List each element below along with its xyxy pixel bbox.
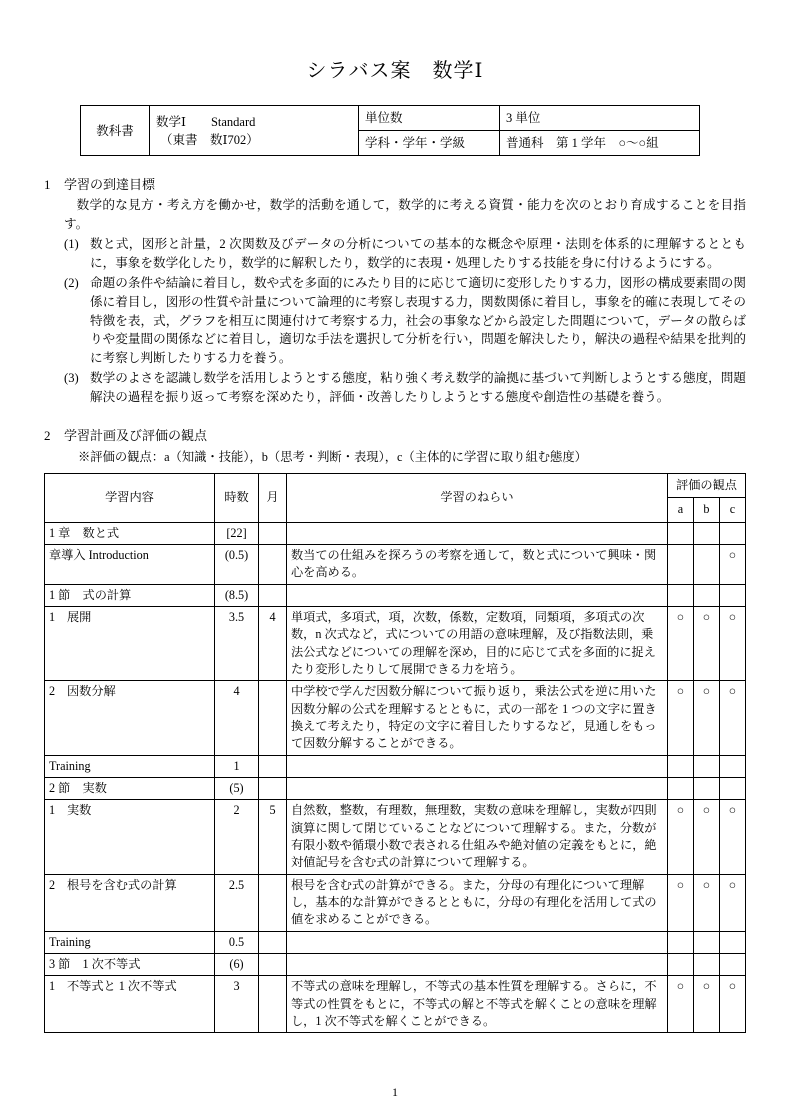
table-row xyxy=(45,777,746,799)
row-point-b xyxy=(693,755,719,777)
plan-table-wrapper xyxy=(44,473,746,1033)
row-point-b: ○ xyxy=(693,800,719,874)
row-point-b: ○ xyxy=(693,874,719,931)
row-month xyxy=(259,777,287,799)
row-month xyxy=(259,522,287,544)
list-item xyxy=(64,369,746,407)
table-row xyxy=(45,800,746,874)
row-point-b xyxy=(693,953,719,975)
header-hours: 時数 xyxy=(215,474,259,523)
row-aim xyxy=(287,931,668,953)
row-month xyxy=(259,545,287,585)
goals-intro: 数学的な見方・考え方を働かせ，数学的活動を通して，数学的に考える資質・能力を次のとおり育成することを目指す。 xyxy=(64,198,746,232)
textbook-value xyxy=(150,106,359,156)
row-point-b: ○ xyxy=(693,607,719,681)
row-hours: 0.5 xyxy=(215,931,259,953)
table-row xyxy=(45,755,746,777)
row-hours: 2.5 xyxy=(215,874,259,931)
row-hours: (6) xyxy=(215,953,259,975)
row-point-c: ○ xyxy=(719,607,745,681)
row-number: 2 xyxy=(49,684,56,699)
row-label: 不等式と 1 次不等式 xyxy=(67,979,177,994)
row-aim: 数当ての仕組みを探ろうの考察を通して，数と式について興味・関心を高める。 xyxy=(287,545,668,585)
row-point-b xyxy=(693,777,719,799)
row-point-a: ○ xyxy=(667,874,693,931)
goal-text: 数と式，図形と計量，2 次関数及びデータの分析についての基本的な概念や原理・法則を体系的に理解するとともに，事象を数学化したり，数学的に解釈したり，数学的に表現・処理したりする技能を身に付けるようにする。 xyxy=(90,237,746,270)
row-point-a xyxy=(667,953,693,975)
row-aim: 不等式の意味を理解し，不等式の基本性質を理解する。さらに，不等式の性質をもとに，不等式の解と不等式を解くことの意味を理解し，1 次不等式を解くことができる。 xyxy=(287,976,668,1033)
row-point-b: ○ xyxy=(693,681,719,755)
row-point-b xyxy=(693,522,719,544)
section-plan-title: 学習計画及び評価の観点 xyxy=(64,428,208,444)
row-hours: (0.5) xyxy=(215,545,259,585)
row-hours: 3.5 xyxy=(215,607,259,681)
row-month xyxy=(259,953,287,975)
row-content: 1 節 式の計算 xyxy=(45,584,215,606)
row-label: 展開 xyxy=(67,610,92,625)
row-label: 因数分解 xyxy=(67,684,116,699)
row-content xyxy=(45,800,215,874)
credits-value: 3 単位 xyxy=(500,106,700,131)
row-point-c xyxy=(719,755,745,777)
row-number: 1 xyxy=(49,610,56,625)
table-row xyxy=(45,681,746,755)
table-row xyxy=(45,522,746,544)
goal-marker: (2) xyxy=(64,275,79,290)
row-content: Training xyxy=(45,755,215,777)
section-goals-body xyxy=(64,196,746,407)
textbook-line-1: 数学Ⅰ Standard xyxy=(156,114,256,129)
row-month xyxy=(259,681,287,755)
row-point-a: ○ xyxy=(667,800,693,874)
row-content: 3 節 1 次不等式 xyxy=(45,953,215,975)
section-plan-number: 2 xyxy=(44,428,51,444)
row-aim xyxy=(287,522,668,544)
list-item xyxy=(64,235,746,273)
row-content xyxy=(45,681,215,755)
table-row xyxy=(81,106,700,131)
study-plan-table xyxy=(44,473,746,1033)
goal-text: 数学のよさを認識し数学を活用しようとする態度，粘り強く考え数学的論拠に基づいて判断しようとする態度，問題解決の過程を振り返って考察を深めたり，評価・改善したりしようとする態度や創造性の基礎を養う。 xyxy=(90,371,746,405)
class-label: 学科・学年・学級 xyxy=(359,131,500,156)
row-month xyxy=(259,874,287,931)
row-month: 4 xyxy=(259,607,287,681)
row-point-a: ○ xyxy=(667,976,693,1033)
row-point-c: ○ xyxy=(719,545,745,585)
row-month xyxy=(259,931,287,953)
row-point-b: ○ xyxy=(693,976,719,1033)
row-number: 1 xyxy=(49,803,56,818)
row-aim xyxy=(287,953,668,975)
goal-text: 命題の条件や結論に着目し，数や式を多面的にみたり目的に応じて適切に変形したりする力，図形の構成要素間の関係に着目し，図形の性質や計量について論理的に考察し表現する力，関数関係に着目し，事象を的確に表現してその特徴を表，式，グラフを相互に関連付けて考察する力，社会の事象などから設定した問題について，データの散らばりや変量間の関係などに着目し，適切な手法を選択して分析を行い，問題を解決したり，解決の過程や結果を批判的に考察し判断したりする力を養う。 xyxy=(90,275,746,366)
row-hours: (8.5) xyxy=(215,584,259,606)
table-row xyxy=(45,976,746,1033)
table-row xyxy=(45,874,746,931)
section-goals-number: 1 xyxy=(44,177,51,193)
row-point-c: ○ xyxy=(719,874,745,931)
row-point-a xyxy=(667,522,693,544)
row-point-c: ○ xyxy=(719,681,745,755)
evaluation-note: ※評価の観点：a（知識・技能），b（思考・判断・表現），c（主体的に学習に取り組む態度） xyxy=(78,450,587,465)
row-aim: 中学校で学んだ因数分解について振り返り，乗法公式を逆に用いた因数分解の公式を理解するとともに，式の一部を 1 つの文字に置き換えて考えたり，特定の文字に着目したりするなど，見通しをもって因数分解することができる。 xyxy=(287,681,668,755)
row-aim xyxy=(287,755,668,777)
row-content xyxy=(45,976,215,1033)
page-number: 1 xyxy=(392,1085,398,1099)
row-label: 実数 xyxy=(67,803,92,818)
row-content: 2 節 実数 xyxy=(45,777,215,799)
row-content: 1 章 数と式 xyxy=(45,522,215,544)
row-hours: [22] xyxy=(215,522,259,544)
row-hours: 2 xyxy=(215,800,259,874)
section-goals xyxy=(44,174,746,407)
row-point-c: ○ xyxy=(719,976,745,1033)
textbook-label: 教科書 xyxy=(81,106,150,156)
header-month: 月 xyxy=(259,474,287,523)
header-point-a: a xyxy=(667,498,693,522)
section-plan-heading xyxy=(44,425,746,444)
row-point-a: ○ xyxy=(667,681,693,755)
row-hours: 1 xyxy=(215,755,259,777)
table-row xyxy=(45,607,746,681)
section-goals-heading xyxy=(44,174,746,193)
row-point-c xyxy=(719,584,745,606)
row-content: 章導入 Introduction xyxy=(45,545,215,585)
row-point-b xyxy=(693,584,719,606)
row-point-b xyxy=(693,931,719,953)
table-row xyxy=(45,545,746,585)
row-point-b xyxy=(693,545,719,585)
row-number: 2 xyxy=(49,877,56,892)
table-row xyxy=(45,584,746,606)
row-point-c: ○ xyxy=(719,800,745,874)
row-point-a xyxy=(667,755,693,777)
header-aim: 学習のねらい xyxy=(287,474,668,523)
header-info-table xyxy=(80,105,700,156)
credits-label: 単位数 xyxy=(359,106,500,131)
textbook-line-2: （東書 数Ⅰ702） xyxy=(160,132,259,147)
row-month xyxy=(259,755,287,777)
header-point-b: b xyxy=(693,498,719,522)
row-point-a xyxy=(667,545,693,585)
row-month xyxy=(259,976,287,1033)
row-number: 1 xyxy=(49,979,56,994)
row-aim: 根号を含む式の計算ができる。また，分母の有理化について理解し，基本的な計算ができるとともに，分母の有理化を活用して式の値を求めることができる。 xyxy=(287,874,668,931)
section-goals-title: 学習の到達目標 xyxy=(64,177,156,193)
section-plan xyxy=(44,425,746,465)
row-point-a xyxy=(667,931,693,953)
row-content xyxy=(45,607,215,681)
row-aim: 自然数，整数，有理数，無理数，実数の意味を理解し，実数が四則演算に関して閉じていることなどについて理解する。また，分数が有限小数や循環小数で表される仕組みや絶対値の定義をもとに，絶対値記号を含む式の計算について理解する。 xyxy=(287,800,668,874)
row-point-a xyxy=(667,777,693,799)
header-point-c: c xyxy=(719,498,745,522)
table-header-row xyxy=(45,474,746,498)
row-label: 根号を含む式の計算 xyxy=(67,877,177,892)
list-item xyxy=(64,274,746,368)
row-hours: 4 xyxy=(215,681,259,755)
row-point-c xyxy=(719,931,745,953)
goal-marker: (3) xyxy=(64,371,79,386)
row-point-c xyxy=(719,522,745,544)
row-point-c xyxy=(719,953,745,975)
row-content xyxy=(45,874,215,931)
row-hours: (5) xyxy=(215,777,259,799)
row-point-a xyxy=(667,584,693,606)
header-points-group: 評価の観点 xyxy=(667,474,745,498)
row-month: 5 xyxy=(259,800,287,874)
row-point-a: ○ xyxy=(667,607,693,681)
row-aim: 単項式，多項式，項，次数，係数，定数項，同類項，多項式の次数，n 次式など，式についての用語の意味理解，及び指数法則，乗法公式などについての理解を深め，目的に応じて式を多面的に捉えたり変形したりして展開できる力を培う。 xyxy=(287,607,668,681)
row-hours: 3 xyxy=(215,976,259,1033)
goal-marker: (1) xyxy=(64,237,79,252)
row-content: Training xyxy=(45,931,215,953)
class-value: 普通科 第 1 学年 ○〜○組 xyxy=(500,131,700,156)
row-aim xyxy=(287,777,668,799)
page-title: シラバス案 数学Ⅰ xyxy=(306,60,484,82)
row-month xyxy=(259,584,287,606)
row-aim xyxy=(287,584,668,606)
header-content: 学習内容 xyxy=(45,474,215,523)
table-row xyxy=(45,931,746,953)
row-point-c xyxy=(719,777,745,799)
table-row xyxy=(45,953,746,975)
